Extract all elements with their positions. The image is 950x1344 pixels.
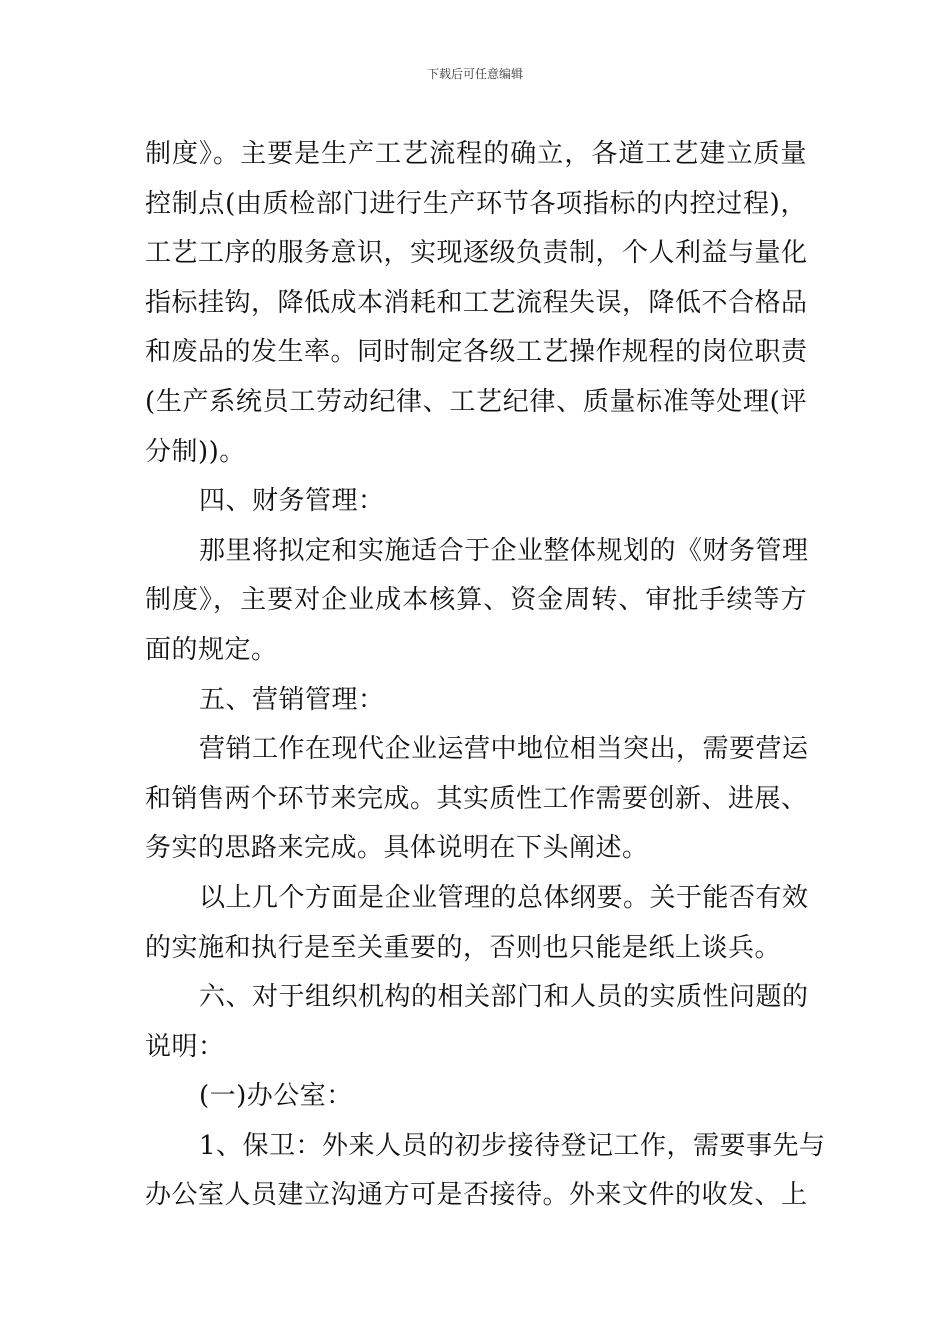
text-line: 和销售两个环节来完成。其实质性工作需要创新、进展、	[145, 783, 808, 814]
text-line: 办公室人员建立沟通方可是否接待。外来文件的收发、上	[145, 1180, 808, 1211]
text-line: 以上几个方面是企业管理的总体纲要。关于能否有效	[199, 882, 809, 913]
section-heading: 五、营销管理：	[199, 684, 385, 715]
text-line: 务实的思路来完成。具体说明在下头阐述。	[145, 833, 649, 864]
text-line: 1、保卫：外来人员的初步接待登记工作，需要事先与	[199, 1130, 826, 1161]
text-line: (生产系统员工劳动纪律、工艺纪律、质量标准等处理(评	[145, 386, 807, 417]
page-header: 下载后可任意编辑	[426, 67, 523, 81]
subsection-heading: (一)办公室：	[199, 1081, 353, 1112]
text-line: 营销工作在现代企业运营中地位相当突出，需要营运	[199, 734, 809, 765]
text-line: 的实施和执行是至关重要的，否则也只能是纸上谈兵。	[145, 932, 782, 963]
text-line: 控制点(由质检部门进行生产环节各项指标的内控过程)，	[145, 188, 807, 219]
section-heading: 六、对于组织机构的相关部门和人员的实质性问题的	[199, 982, 809, 1013]
text-line: 指标挂钩，降低成本消耗和工艺流程失误，降低不合格品	[145, 287, 808, 318]
text-line: 和废品的发生率。同时制定各级工艺操作规程的岗位职责	[145, 337, 808, 368]
text-line: 那里将拟定和实施适合于企业整体规划的《财务管理	[199, 535, 809, 566]
text-line: 分制))。	[145, 436, 246, 467]
section-heading: 四、财务管理：	[199, 486, 385, 517]
text-line: 说明：	[145, 1031, 225, 1062]
text-line: 制度》。主要是生产工艺流程的确立，各道工艺建立质量	[145, 139, 807, 169]
document-body	[145, 130, 826, 1221]
text-line: 面的规定。	[145, 634, 278, 665]
text-line: 工艺工序的服务意识，实现逐级负责制，个人利益与量化	[145, 238, 808, 269]
text-line: 制度》，主要对企业成本核算、资金周转、审批手续等方	[145, 585, 807, 616]
